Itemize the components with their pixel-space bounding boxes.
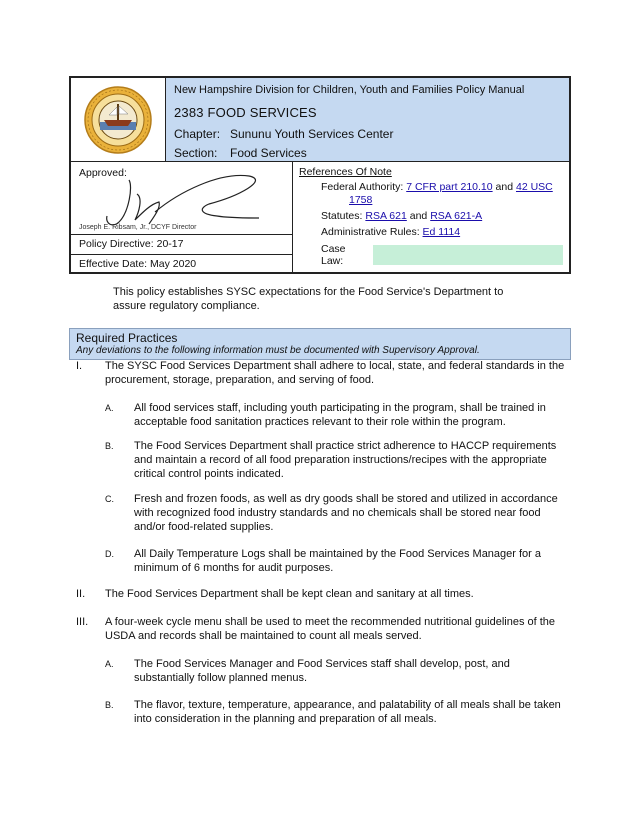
- org-title: New Hampshire Division for Children, Youth and Families Policy Manual: [174, 84, 525, 96]
- references-title: References Of Note: [299, 166, 392, 178]
- item-number: C.: [105, 494, 114, 504]
- list-item: The Food Services Manager and Food Services staff shall develop, post, and substantially follow planned menus.: [134, 658, 510, 684]
- list-item: All Daily Temperature Logs shall be maintained by the Food Services Manager for a minimum of 6 months for audit purposes.: [134, 548, 542, 574]
- chapter-label: Chapter:: [174, 127, 221, 141]
- item-number: B.: [105, 441, 114, 451]
- list-item: The Food Services Department shall be kept clean and sanitary at all times.: [105, 588, 474, 600]
- item-number: II.: [76, 588, 86, 600]
- admin-rules: Administrative Rules: Ed 1114: [321, 226, 461, 238]
- section-value: Food Services: [230, 146, 307, 160]
- list-item: The flavor, texture, temperature, appearance, and palatability of all meals shall be taken into consideration in the planning and preparation of all meals.: [134, 699, 561, 725]
- link-7cfr[interactable]: 7 CFR part 210.10: [406, 181, 493, 193]
- list-item: The Food Services Department shall practice strict adherence to HACCP requirements and maintain a record of all food preparation instructions/recipes with the appropriate critical control points indicated.: [134, 440, 557, 480]
- director-signature: [99, 172, 269, 232]
- item-number: B.: [105, 700, 114, 710]
- case-law: Case Law:: [321, 243, 563, 267]
- references-block: [293, 162, 569, 272]
- state-seal: [71, 78, 166, 161]
- policy-directive: Policy Directive: 20-17: [71, 234, 292, 254]
- list-item: Fresh and frozen foods, as well as dry goods shall be stored and utilized in accordance with recognized food industry standards and no chemicals shall be stored near food and/or food-related supplies.: [134, 493, 558, 533]
- link-ed1114[interactable]: Ed 1114: [422, 226, 461, 238]
- policy-title: 2383 FOOD SERVICES: [174, 105, 317, 120]
- link-rsa621a[interactable]: RSA 621-A: [430, 210, 483, 222]
- required-practices-header: [69, 328, 571, 360]
- state-seal-icon: [84, 86, 152, 154]
- list-item: The SYSC Food Services Department shall adhere to local, state, and federal standards in the procurement, storage, preparation, and serving of food.: [105, 360, 565, 386]
- approved-label: Approved:: [79, 167, 127, 179]
- item-number: A.: [105, 659, 114, 669]
- statutes: Statutes: RSA 621 and RSA 621-A: [321, 210, 483, 222]
- required-practices-subtitle: Any deviations to the following information must be documented with Supervisory Approval.: [76, 345, 480, 356]
- section-label: Section:: [174, 146, 218, 160]
- policy-header: [69, 76, 571, 274]
- link-42usc[interactable]: 42 USC: [515, 181, 553, 193]
- link-rsa621[interactable]: RSA 621: [365, 210, 407, 222]
- item-number: D.: [105, 549, 114, 559]
- chapter-value: Sununu Youth Services Center: [230, 127, 394, 141]
- link-42usc-cont[interactable]: 1758: [349, 194, 373, 206]
- case-law-field[interactable]: [373, 245, 563, 265]
- required-practices-title: Required Practices: [76, 331, 178, 345]
- list-item: All food services staff, including youth participating in the program, shall be trained in acceptable food sanitation practices relevant to their role within the program.: [134, 402, 546, 428]
- approval-block: [71, 162, 293, 272]
- item-number: I.: [76, 360, 83, 372]
- signer-name: Joseph E. Ribsam, Jr., DCYF Director: [79, 224, 197, 231]
- list-item: A four-week cycle menu shall be used to meet the recommended nutritional guidelines of the USDA and records shall be maintained to count all meals served.: [105, 616, 556, 642]
- federal-authority: Federal Authority: 7 CFR part 210.10 and 42 USC 1758: [321, 181, 563, 207]
- intro-paragraph: This policy establishes SYSC expectations for the Food Service's Department to assure regulatory compliance.: [113, 286, 504, 312]
- item-number: A.: [105, 403, 114, 413]
- item-number: III.: [76, 616, 89, 628]
- effective-date: Effective Date: May 2020: [71, 254, 292, 272]
